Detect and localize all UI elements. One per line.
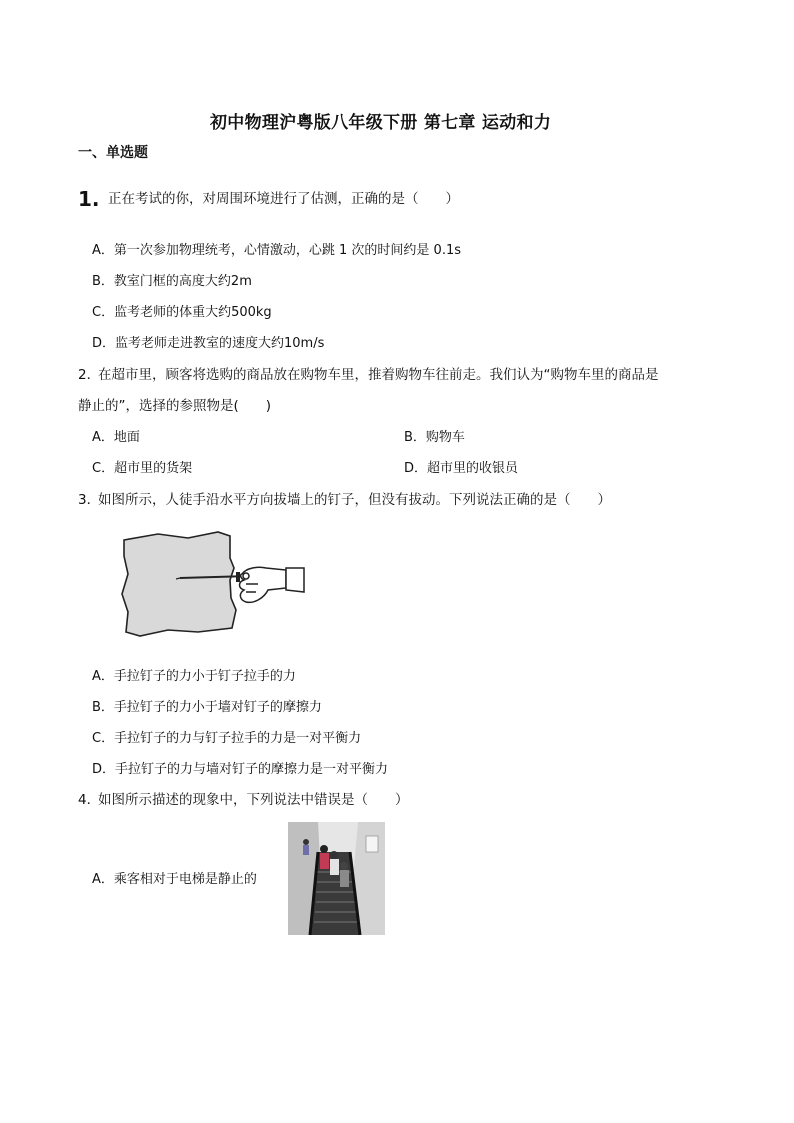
question-2-number: 2． [78,367,101,383]
question-3-option-d: D．手拉钉子的力与墙对钉子的摩擦力是一对平衡力 [92,762,389,777]
question-3-option-a: A．手拉钉子的力小于钉子拉手的力 [92,669,296,684]
question-1-text: 正在考试的你，对周围环境进行了估测，正确的是（ ） [108,191,459,207]
question-3-number: 3． [78,492,101,508]
question-4-number: 4． [78,792,101,808]
question-1-option-d: D．监考老师走进教室的速度大约10m/s [92,336,325,351]
question-1 [78,187,100,211]
question-4-option-a: A．乘客相对于电梯是静止的 [92,872,257,887]
question-2-text-line1: 在超市里，顾客将选购的商品放在购物车里，推着购物车往前走。我们认为“购物车里的商品是 [98,367,659,383]
wall-icon [122,532,236,636]
question-2-option-d: D．超市里的收银员 [404,461,519,476]
question-1-option-b: B．教室门框的高度大约2m [92,274,252,289]
escalator-photo [288,822,385,935]
question-3-text: 如图所示，人徒手沿水平方向拔墙上的钉子，但没有拔动。下列说法正确的是（ ） [98,492,611,508]
question-1-option-a: A．第一次参加物理统考，心情激动，心跳 1 次的时间约是 0.1s [92,243,462,258]
question-3-option-c: C．手拉钉子的力与钉子拉手的力是一对平衡力 [92,731,362,746]
question-3-option-b: B．手拉钉子的力小于墙对钉子的摩擦力 [92,700,322,715]
question-2-option-c: C．超市里的货架 [92,461,193,476]
question-4-text: 如图所示描述的现象中，下列说法中错误是（ ） [98,792,409,808]
question-number: 1. [78,187,100,211]
question-2-option-b: B．购物车 [404,430,465,445]
page-title: 初中物理沪粤版八年级下册 第七章 运动和力 [210,113,552,133]
wall-nail-hand-figure [118,528,308,643]
section-heading: 一、单选题 [78,145,148,161]
hand-icon [240,567,305,602]
question-2-option-a: A．地面 [92,430,140,445]
question-2-text-line2: 静止的”，选择的参照物是( ) [78,398,272,414]
question-1-option-c: C．监考老师的体重大约500kg [92,305,272,320]
